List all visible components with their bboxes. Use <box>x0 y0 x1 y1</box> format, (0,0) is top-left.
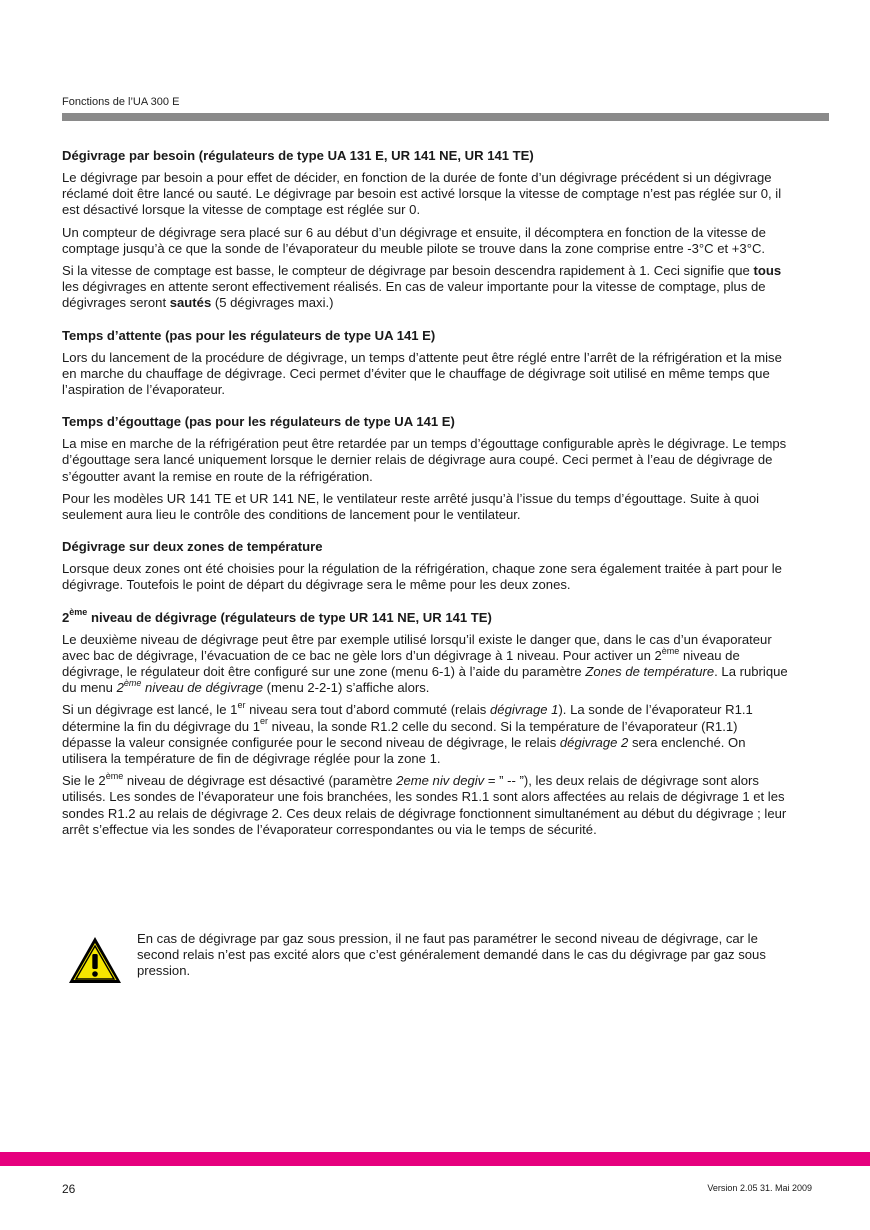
section-heading: Temps d’égouttage (pas pour les régulateurs de type UA 141 E) <box>62 414 455 430</box>
paragraph: Pour les modèles UR 141 TE et UR 141 NE, le ventilateur reste arrêté jusqu’à l’issue du temps d’égouttage. Suite à quoi seulement aura lieu le contrôle des conditions de lancement pour le ventilateur. <box>62 490 760 523</box>
emphasis: tous <box>753 263 782 279</box>
paragraph: Sie le 2ème niveau de dégivrage est désactivé (paramètre 2eme niv degiv = ” -- ”), les deux relais de dégivrage sont alors utilisés. Les sondes de l’évaporateur une fois branchées, les sondes R1.1 sont alors affectées au relais de dégivrage 1 et les sondes R1.2 au relais de dégivrage 2. Ces deux relais de dégivrage fonctionnent simultanément au début du dégivrage ; leur arrêt s’effectue via les sondes de l’évaporateur correspondantes ou via le temps de sécurité. <box>62 770 787 837</box>
section-demand-defrost <box>62 148 790 312</box>
paragraph: Lorsque deux zones ont été choisies pour la régulation de la réfrigération, chaque zone sera également traitée à part pour le dégivrage. Toutefois le point de départ du dégivrage sera le même pour les deux zones. <box>62 561 782 593</box>
page-header-title: Fonctions de l’UA 300 E <box>62 96 180 108</box>
paragraph: Le dégivrage par besoin a pour effet de décider, en fonction de la durée de fonte d’un dégivrage précédent si un dégivrage réclamé doit être lancé ou sauté. Le dégivrage par besoin est activé lorsque la vitesse de comptage n’est pas réglée sur 0, il est désactivé lorsque la vitesse de comptage est réglée sur 0. <box>62 170 782 218</box>
section-waiting-time <box>62 328 790 399</box>
document-body <box>62 148 790 854</box>
warning-triangle-icon <box>67 935 123 985</box>
section-heading: Dégivrage sur deux zones de température <box>62 539 323 555</box>
version-date: Version 2.05 31. Mai 2009 <box>707 1183 812 1193</box>
section-second-level <box>62 607 790 838</box>
paragraph: La mise en marche de la réfrigération peut être retardée par un temps d’égouttage configurable après le dégivrage. Le temps d’égouttage sera lancé uniquement lorsque le dernier relais de dégivrage aura coupé. Ceci permet à l’eau de dégivrage de s’égoutter avant la remise en route de la réfrigération. <box>62 436 787 484</box>
footer-accent-bar <box>0 1152 870 1166</box>
warning-note <box>62 931 790 991</box>
section-two-zones <box>62 539 790 593</box>
section-heading: Temps d’attente (pas pour les régulateurs de type UA 141 E) <box>62 327 436 343</box>
paragraph: Si la vitesse de comptage est basse, le compteur de dégivrage par besoin descendra rapidement à 1. Ceci signifie que tous les dégivrages en attente seront effectivement réalisés. En cas de valeur importante pour la vitesse de comptage, plus de dégivrages seront sautés (5 dégivrages maxi.) <box>62 263 782 311</box>
paragraph: Lors du lancement de la procédure de dégivrage, un temps d’attente peut être réglé entre l’arrêt de la réfrigération et la mise en marche du chauffage de dégivrage. Ceci permet d’éviter que le chauffage de dégivrage soit utilisé en même temps que l’aspiration de l’évaporateur. <box>62 349 782 398</box>
warning-text: En cas de dégivrage par gaz sous pression, il ne faut pas paramétrer le second niveau de dégivrage, car le second relais n’est pas excité alors que c’est généralement demandé dans le cas du dégivrage par gaz sous pression. <box>137 931 766 979</box>
paragraph: Le deuxième niveau de dégivrage peut être par exemple utilisé lorsqu’il existe le danger que, dans le cas d’un évaporateur avec bac de dégivrage, l’évacuation de ce bac ne gèle lors d’un dégivrage à 1 niveau. Pour activer un 2ème niveau de dégivrage, le régulateur doit être configuré sur une zone (menu 6-1) à l’aide du paramètre Zones de température. La rubrique du menu 2ème niveau de dégivrage (menu 2-2-1) s’affiche alors. <box>62 631 788 696</box>
paragraph: Si un dégivrage est lancé, le 1er niveau sera tout d’abord commuté (relais dégivrage 1). La sonde de l’évaporateur R1.1 détermine la fin du dégivrage du 1er niveau, la sonde R1.2 celle du second. Si la température de l’évaporateur (R1.1) dépasse la valeur consignée configurée pour le second niveau de dégivrage, le relais dégivrage 2 sera enclenché. On utilisera la température de fin de dégivrage réglée pour la zone 1. <box>62 700 753 767</box>
header-rule <box>62 113 829 121</box>
emphasis: sautés <box>169 295 212 311</box>
section-heading: Dégivrage par besoin (régulateurs de type UA 131 E, UR 141 NE, UR 141 TE) <box>62 148 534 163</box>
paragraph: Un compteur de dégivrage sera placé sur 6 au début d’un dégivrage et ensuite, il décomptera en fonction de la vitesse de comptage jusqu’à ce que la sonde de l’évaporateur du meuble pilote se trouve dans la zone comprise entre -3°C et +3°C. <box>62 224 766 256</box>
section-dripping-time <box>62 414 790 523</box>
page-number: 26 <box>62 1182 76 1196</box>
section-heading: 2ème niveau de dégivrage (régulateurs de type UR 141 NE, UR 141 TE) <box>62 607 492 625</box>
